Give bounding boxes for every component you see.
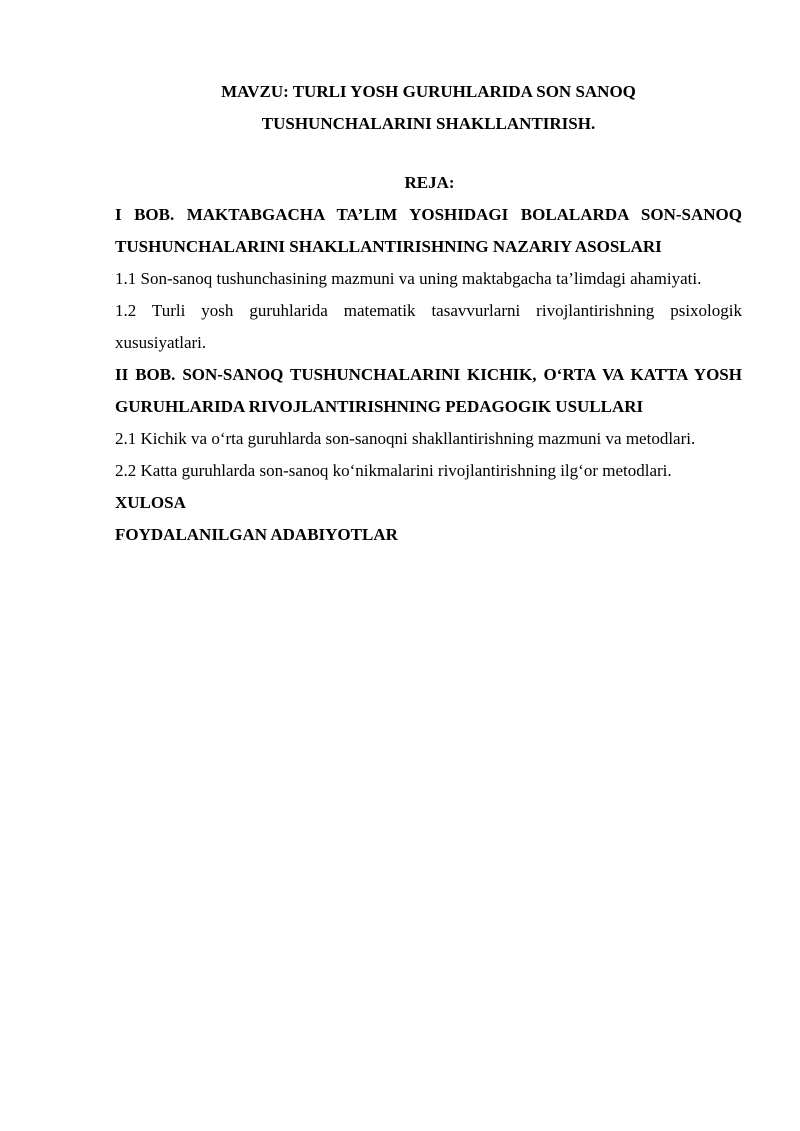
- chapter-2-heading: II BOB. SON-SANOQ TUSHUNCHALARINI KICHIK, O‘RTA VA KATTA YOSH GURUHLARIDA RIVOJLANTIRISHNING PEDAGOGIK USULLARI: [115, 365, 742, 416]
- title-line-1: MAVZU: TURLI YOSH GURUHLARIDA SON SANOQ: [221, 82, 636, 101]
- section-2-1: 2.1 Kichik va o‘rta guruhlarda son-sanoqni shakllantirishning mazmuni va metodlari.: [115, 429, 696, 448]
- chapter-1-heading: I BOB. MAKTABGACHA TA’LIM YOSHIDAGI BOLALARDA SON-SANOQ TUSHUNCHALARINI SHAKLLANTIRISHNING NAZARIY ASOSLARI: [115, 205, 742, 256]
- section-2-2: 2.2 Katta guruhlarda son-sanoq ko‘nikmalarini rivojlantirishning ilg‘or metodlari.: [115, 461, 672, 480]
- section-1-2: 1.2 Turli yosh guruhlarida matematik tasavvurlarni rivojlantirishning psixologik xususiyatlari.: [115, 301, 742, 352]
- conclusion-heading: XULOSA: [115, 493, 186, 512]
- references-heading: FOYDALANILGAN ADABIYOTLAR: [115, 525, 398, 544]
- plan-heading: [115, 167, 742, 199]
- section-1-1: 1.1 Son-sanoq tushunchasining mazmuni va uning maktabgacha ta’limdagi ahamiyati.: [115, 269, 702, 288]
- plan-heading-text: REJA:: [404, 173, 455, 192]
- title-line-2: TUSHUNCHALARINI SHAKLLANTIRISH.: [261, 114, 596, 133]
- document-content: [115, 76, 742, 551]
